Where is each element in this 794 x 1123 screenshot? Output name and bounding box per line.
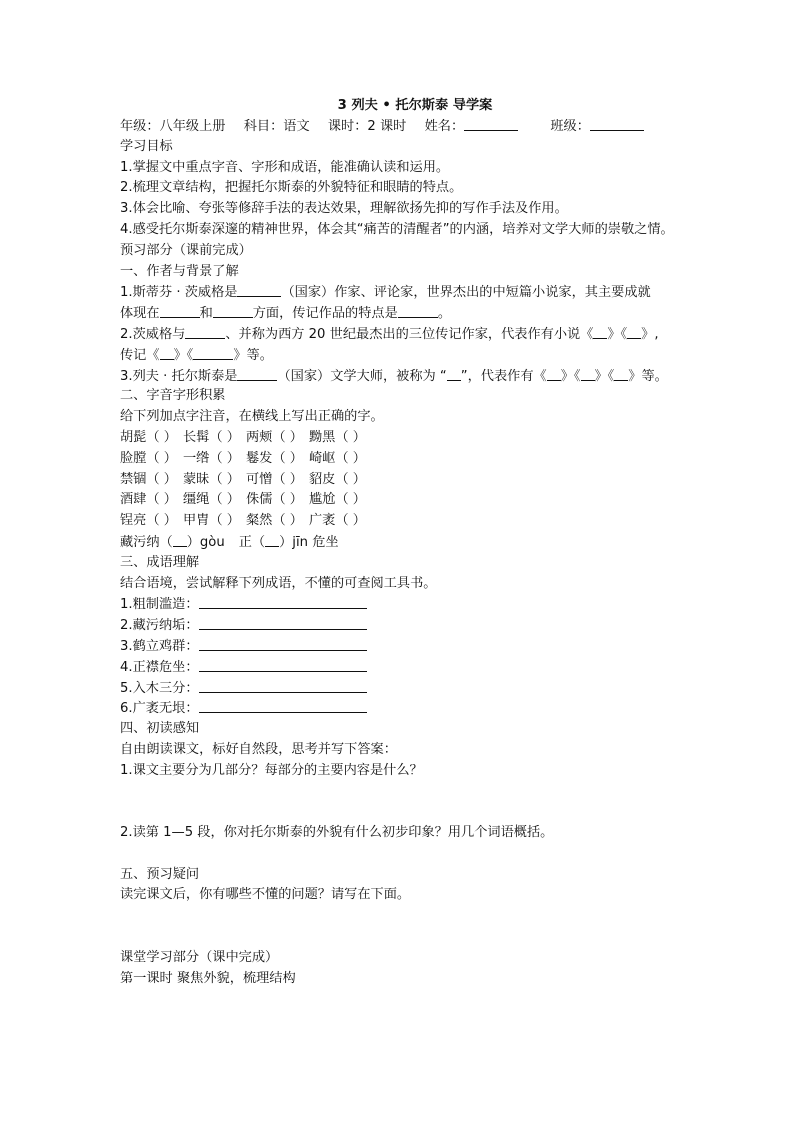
q-text: 2.茨威格与 bbox=[120, 326, 186, 342]
answer-blank[interactable] bbox=[213, 303, 253, 318]
lesson-heading: 第一课时 聚焦外貌，梳理结构 bbox=[120, 970, 296, 986]
q-text: ）jīn 危坐 bbox=[279, 534, 339, 550]
q-text: 3.列夫 · 托尔斯泰是 bbox=[120, 368, 238, 384]
vocab-item[interactable]: 黝黑（ ） bbox=[309, 429, 366, 445]
worksheet-page bbox=[120, 96, 690, 989]
name-label: 姓名： bbox=[424, 119, 465, 134]
vocab-item[interactable]: 长髯（ ） bbox=[183, 429, 240, 445]
answer-blank[interactable] bbox=[398, 303, 438, 318]
idiom-label: 2.藏污纳垢： bbox=[120, 618, 199, 634]
idiom-item bbox=[120, 594, 690, 615]
question-line bbox=[120, 282, 690, 303]
grade-label: 年级：八年级上册 bbox=[120, 119, 226, 134]
vocab-item[interactable]: 侏儒（ ） bbox=[246, 492, 303, 508]
q-text: 正（ bbox=[238, 534, 266, 550]
instruction: 读完课文后，你有哪些不懂的问题？请写在下面。 bbox=[120, 887, 411, 903]
vocab-item[interactable]: 脸膛（ ） bbox=[120, 450, 177, 466]
vocab-item[interactable]: 蒙昧（ ） bbox=[183, 471, 240, 487]
answer-blank[interactable] bbox=[581, 366, 595, 381]
vocab-row bbox=[120, 490, 690, 511]
section-heading: 五、预习疑问 bbox=[120, 866, 200, 882]
classroom-heading: 课堂学习部分（课中完成） bbox=[120, 949, 279, 965]
vocab-item[interactable]: 貂皮（ ） bbox=[309, 471, 366, 487]
answer-blank[interactable] bbox=[627, 324, 641, 339]
q-text: 》等。 bbox=[233, 347, 273, 363]
page-title: 3 列夫 • 托尔斯泰 导学案 bbox=[337, 98, 493, 113]
answer-blank[interactable] bbox=[185, 324, 225, 339]
answer-space[interactable] bbox=[120, 844, 690, 865]
vocab-item[interactable]: 缰绳（ ） bbox=[183, 492, 240, 508]
idiom-item bbox=[120, 636, 690, 657]
answer-blank[interactable] bbox=[173, 532, 187, 547]
vocab-row bbox=[120, 428, 690, 449]
question-line bbox=[120, 324, 690, 345]
answer-blank[interactable] bbox=[199, 698, 367, 713]
goals-heading: 学习目标 bbox=[120, 138, 173, 154]
subject-label: 科目：语文 bbox=[243, 119, 310, 134]
answer-space[interactable] bbox=[120, 802, 690, 823]
idiom-label: 1.粗制滥造： bbox=[120, 597, 199, 613]
idiom-item bbox=[120, 657, 690, 678]
name-blank[interactable] bbox=[464, 116, 518, 131]
idiom-label: 5.入木三分： bbox=[120, 680, 199, 696]
idiom-label: 6.广袤无垠： bbox=[120, 701, 199, 717]
vocab-fill-row bbox=[120, 532, 690, 553]
goal-item: 2.梳理文章结构，把握托尔斯泰的外貌特征和眼睛的特点。 bbox=[120, 180, 463, 196]
goal-item: 1.掌握文中重点字音、字形和成语，能准确认读和运用。 bbox=[120, 159, 450, 175]
vocab-item[interactable]: 胡髭（ ） bbox=[120, 429, 177, 445]
goal-item: 3.体会比喻、夸张等修辞手法的表达效果，理解欲扬先抑的写作手法及作用。 bbox=[120, 201, 568, 217]
vocab-item[interactable]: 可憎（ ） bbox=[246, 471, 303, 487]
answer-blank[interactable] bbox=[237, 366, 277, 381]
section-heading: 二、字音字形积累 bbox=[120, 388, 226, 404]
answer-blank[interactable] bbox=[447, 366, 461, 381]
q-text: 藏污纳（ bbox=[120, 534, 173, 550]
q-text: 方面，传记作品的特点是 bbox=[252, 306, 398, 322]
answer-blank[interactable] bbox=[160, 303, 200, 318]
idiom-label: 4.正襟危坐： bbox=[120, 659, 199, 675]
q-text: 》等。 bbox=[628, 368, 668, 384]
vocab-item[interactable]: 两颊（ ） bbox=[246, 429, 303, 445]
class-label: 班级： bbox=[550, 119, 590, 134]
vocab-item[interactable]: 酒肆（ ） bbox=[120, 492, 177, 508]
idiom-item bbox=[120, 698, 690, 719]
instruction: 结合语境，尝试解释下列成语，不懂的可查阅工具书。 bbox=[120, 575, 437, 591]
preview-heading: 预习部分（课前完成） bbox=[120, 242, 252, 258]
question-line bbox=[120, 366, 690, 387]
idiom-label: 3.鹤立鸡群： bbox=[120, 638, 199, 654]
answer-blank[interactable] bbox=[199, 657, 367, 672]
answer-blank[interactable] bbox=[199, 594, 367, 609]
goal-item: 4.感受托尔斯泰深邃的精神世界，体会其“痛苦的清醒者”的内涵，培养对文学大师的崇敬之情。 bbox=[120, 221, 674, 237]
section-heading: 四、初读感知 bbox=[120, 721, 200, 737]
q-text: （国家）作家、评论家，世界杰出的中短篇小说家，其主要成就 bbox=[281, 285, 651, 301]
q-text: 》《 bbox=[560, 368, 581, 384]
section-heading: 一、作者与背景了解 bbox=[120, 263, 239, 279]
q-text: 传记《 bbox=[120, 347, 160, 363]
instruction: 给下列加点字注音，在横线上写出正确的字。 bbox=[120, 409, 384, 425]
vocab-item[interactable]: 锃亮（ ） bbox=[120, 513, 177, 529]
answer-blank[interactable] bbox=[614, 366, 628, 381]
answer-blank[interactable] bbox=[199, 678, 367, 693]
question-line bbox=[120, 345, 690, 366]
idiom-item bbox=[120, 678, 690, 699]
q-text: 、并称为西方 20 世纪最杰出的三位传记作家，代表作有小说《 bbox=[225, 326, 594, 342]
hours-label: 课时：2 课时 bbox=[327, 119, 407, 134]
vocab-item[interactable]: 崎岖（ ） bbox=[309, 450, 366, 466]
vocab-item[interactable]: 广袤（ ） bbox=[309, 513, 366, 529]
q-text: （国家）文学大师，被称为 “ bbox=[277, 368, 447, 384]
q-text: 1.斯蒂芬 · 茨威格是 bbox=[120, 285, 238, 301]
question-line bbox=[120, 303, 690, 324]
q-text: 》《 bbox=[594, 368, 615, 384]
answer-space[interactable] bbox=[120, 927, 690, 948]
section-heading: 三、成语理解 bbox=[120, 554, 200, 570]
q-text: 》《 bbox=[173, 347, 194, 363]
vocab-item[interactable]: 粲然（ ） bbox=[246, 513, 303, 529]
question-line: 2.读第 1—5 段，你对托尔斯泰的外貌有什么初步印象？用几个词语概括。 bbox=[120, 825, 554, 841]
q-text: 和 bbox=[199, 306, 213, 322]
answer-blank[interactable] bbox=[547, 366, 561, 381]
vocab-row bbox=[120, 470, 690, 491]
answer-blank[interactable] bbox=[199, 615, 367, 630]
answer-blank[interactable] bbox=[160, 345, 174, 360]
answer-blank[interactable] bbox=[265, 532, 279, 547]
answer-space[interactable] bbox=[120, 782, 690, 803]
vocab-item[interactable]: 尴尬（ ） bbox=[309, 492, 366, 508]
q-text: 》《 bbox=[607, 326, 628, 342]
answer-blank[interactable] bbox=[237, 282, 281, 297]
answer-blank[interactable] bbox=[193, 345, 233, 360]
vocab-row bbox=[120, 449, 690, 470]
q-text: ”，代表作有《 bbox=[460, 368, 547, 384]
vocab-item[interactable]: 鬈发（ ） bbox=[246, 450, 303, 466]
instruction: 自由朗读课文，标好自然段，思考并写下答案： bbox=[120, 741, 397, 757]
vocab-item[interactable]: 禁锢（ ） bbox=[120, 471, 177, 487]
q-text: 。 bbox=[437, 306, 451, 322]
vocab-row bbox=[120, 511, 690, 532]
class-blank[interactable] bbox=[590, 116, 644, 131]
vocab-item[interactable]: 甲胄（ ） bbox=[183, 513, 240, 529]
answer-blank[interactable] bbox=[199, 636, 367, 651]
q-text: 》, bbox=[641, 326, 659, 342]
q-text: 体现在 bbox=[120, 306, 160, 322]
idiom-item bbox=[120, 615, 690, 636]
q-text: ）gòu bbox=[186, 534, 225, 550]
question-line: 1.课文主要分为几部分？每部分的主要内容是什么？ bbox=[120, 762, 423, 778]
meta-row bbox=[120, 116, 690, 137]
answer-space[interactable] bbox=[120, 906, 690, 927]
vocab-item[interactable]: 一绺（ ） bbox=[183, 450, 240, 466]
answer-blank[interactable] bbox=[593, 324, 607, 339]
